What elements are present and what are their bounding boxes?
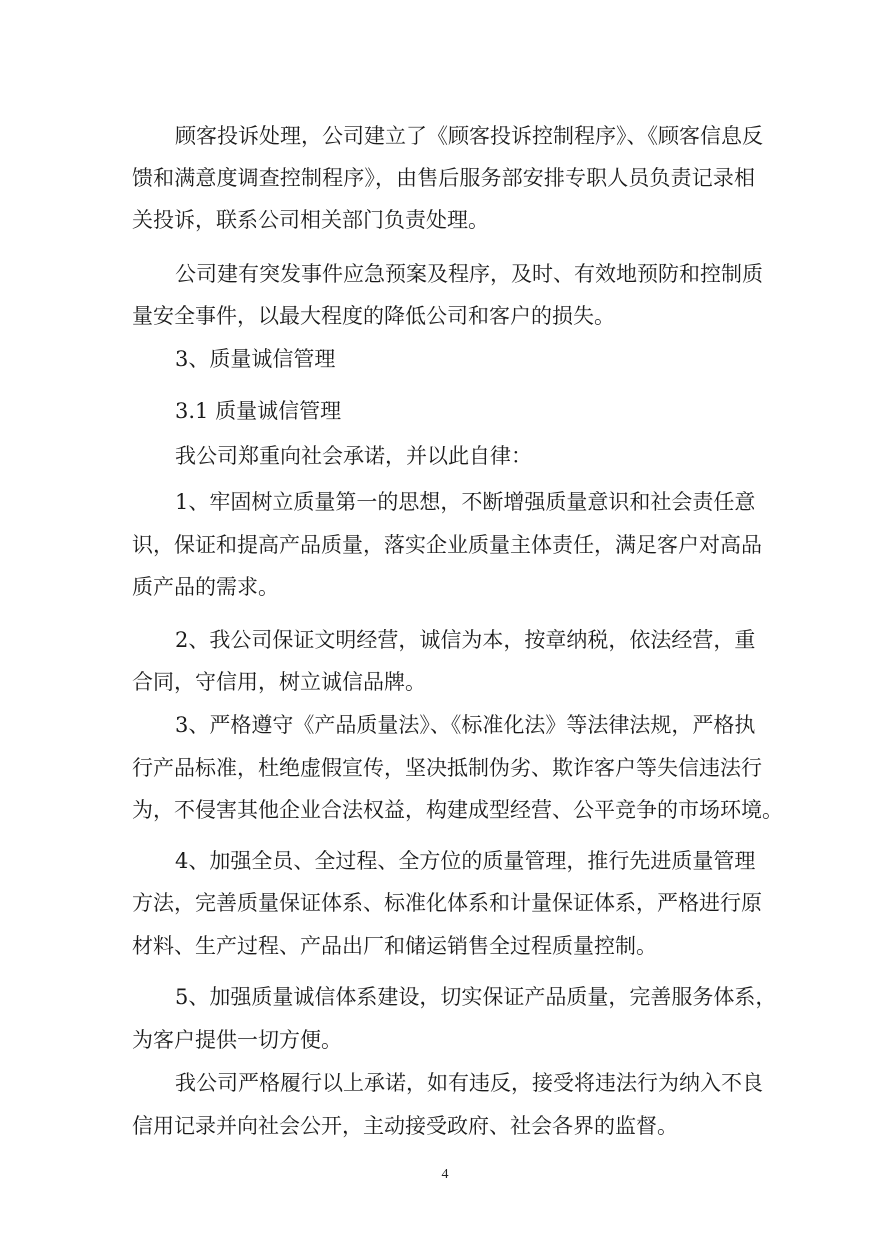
item-4-line-1: 4、加强全员、全过程、全方位的质量管理，推行先进质量管理 <box>175 849 756 873</box>
item-1-line-2: 识，保证和提高产品质量，落实企业质量主体责任，满足客户对高品 <box>132 533 762 557</box>
paragraph-closing-line-1: 我公司严格履行以上承诺，如有违反，接受将违法行为纳入不良 <box>175 1071 763 1095</box>
item-2-line-1: 2、我公司保证文明经营，诚信为本，按章纳税，依法经营，重 <box>175 628 756 652</box>
item-2-line-2: 合同，守信用，树立诚信品牌。 <box>132 670 426 694</box>
item-5-line-1: 5、加强质量诚信体系建设，切实保证产品质量，完善服务体系， <box>175 985 777 1009</box>
item-3-line-2: 行产品标准，杜绝虚假宣传，坚决抵制伪劣、欺诈客户等失信违法行 <box>132 756 762 780</box>
item-1-line-1: 1、牢固树立质量第一的思想，不断增强质量意识和社会责任意 <box>175 490 756 514</box>
item-4-line-3: 材料、生产过程、产品出厂和储运销售全过程质量控制。 <box>132 934 657 958</box>
item-3-line-3: 为，不侵害其他企业合法权益，构建成型经营、公平竞争的市场环境。 <box>132 798 783 822</box>
page-number: 4 <box>441 1167 449 1182</box>
item-1-line-3: 质产品的需求。 <box>132 575 279 599</box>
paragraph-emergency-line-2: 量安全事件，以最大程度的降低公司和客户的损失。 <box>132 304 615 328</box>
paragraph-complaint-line-2: 馈和满意度调查控制程序》，由售后服务部安排专职人员负责记录相 <box>132 166 755 190</box>
paragraph-closing-line-2: 信用记录并向社会公开，主动接受政府、社会各界的监督。 <box>132 1114 678 1138</box>
item-5-line-2: 为客户提供一切方便。 <box>132 1028 342 1052</box>
section-heading-3: 3、质量诚信管理 <box>175 347 336 371</box>
paragraph-emergency-line-1: 公司建有突发事件应急预案及程序，及时、有效地预防和控制质 <box>175 262 763 286</box>
paragraph-commitment-intro: 我公司郑重向社会承诺，并以此自律： <box>175 444 532 468</box>
paragraph-complaint-line-3: 关投诉，联系公司相关部门负责处理。 <box>132 208 489 232</box>
paragraph-complaint-line-1: 顾客投诉处理，公司建立了《顾客投诉控制程序》、《顾客信息反 <box>175 124 763 148</box>
subsection-heading-3-1: 3.1 质量诚信管理 <box>175 399 342 423</box>
item-3-line-1: 3、严格遵守《产品质量法》、《标准化法》等法律法规，严格执 <box>175 713 756 737</box>
item-4-line-2: 方法，完善质量保证体系、标准化体系和计量保证体系，严格进行原 <box>132 891 762 915</box>
